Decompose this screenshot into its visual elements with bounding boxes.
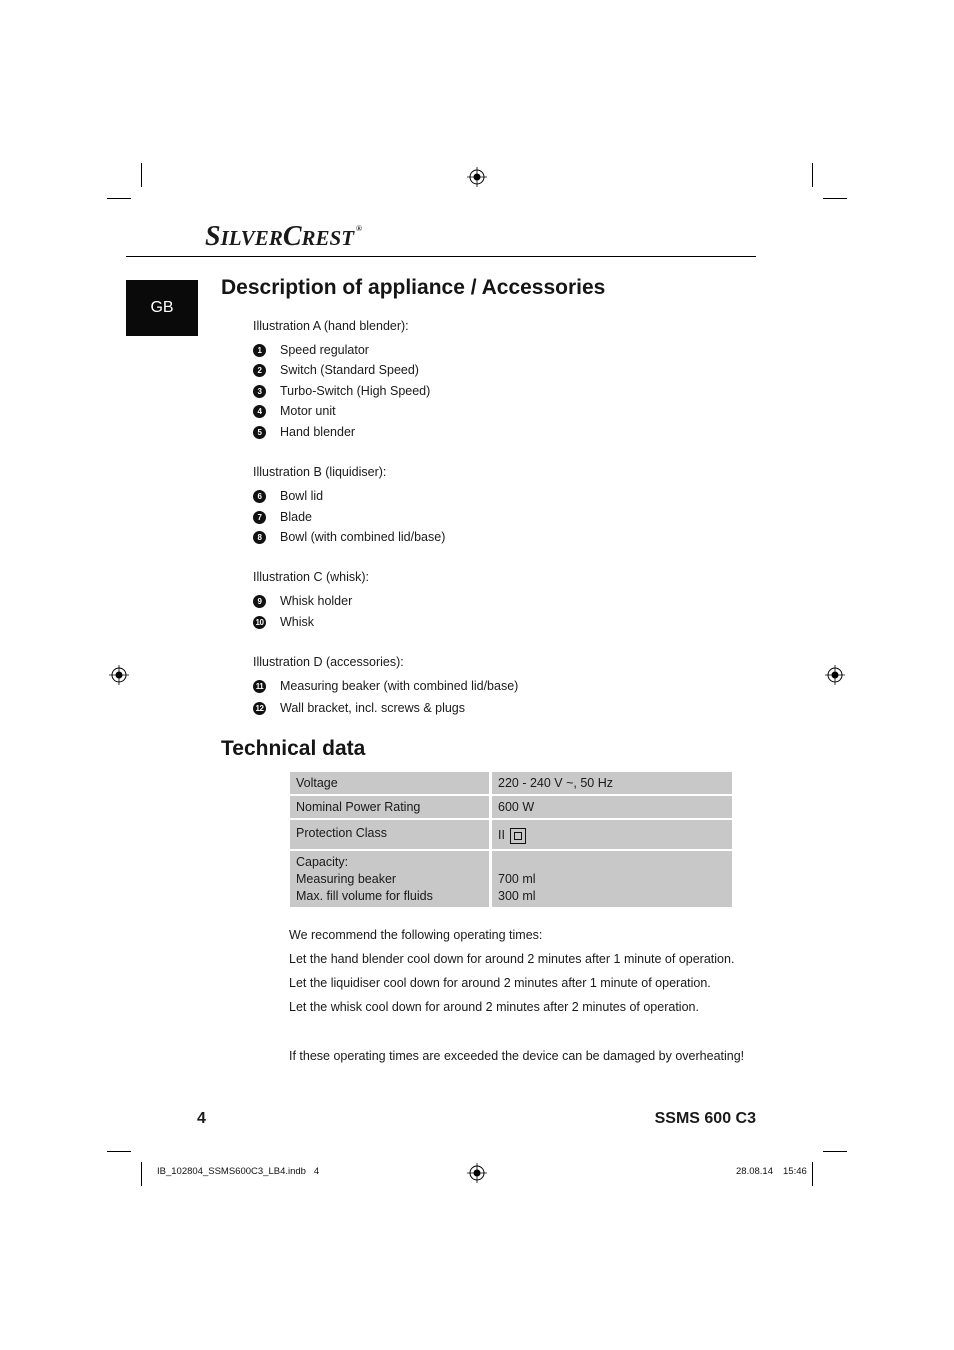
list-item-label: Whisk [280,615,315,629]
page-number: 4 [197,1110,206,1127]
crop-mark-top-right-h [823,198,847,199]
number-badge-icon: 3 [253,385,266,398]
logo-text-rest: REST [301,226,355,250]
number-badge-icon: 12 [253,702,266,715]
number-badge-icon: 2 [253,364,266,377]
brand-logo [205,221,362,253]
logo-text-ilver: ILVER [220,226,283,250]
list-item-label: Whisk holder [280,594,353,608]
list-item-label: Motor unit [280,404,336,418]
crop-mark-top-right-v [812,163,813,187]
slug-date: 28.08.14 [736,1166,773,1177]
number-badge-icon: 4 [253,405,266,418]
table-cell [290,851,489,907]
cell-text: Capacity: [296,855,349,869]
table-cell [492,820,732,849]
list-item-label: Blade [280,510,312,524]
logo-letter-s: S [205,221,221,252]
crop-mark-bottom-left-v [141,1162,142,1186]
list-item-label: Bowl (with combined lid/base) [280,530,446,544]
cell-text: Measuring beaker [296,872,397,886]
cell-text: Protection Class [296,826,388,840]
model-number: SSMS 600 C3 [654,1110,756,1127]
registration-mark-bottom-icon [467,1163,487,1183]
number-badge-icon: 7 [253,511,266,524]
logo-letter-c: C [282,221,302,252]
cell-text: 300 ml [498,889,536,903]
overheating-warning: If these operating times are exceeded the device can be damaged by overheating! [289,1049,745,1063]
number-badge-icon: 1 [253,344,266,357]
operating-times-intro: We recommend the following operating times: [289,928,543,942]
section-title-technical: Technical data [221,737,366,760]
table-cell [492,772,732,794]
slug-file-name: IB_102804_SSMS600C3_LB4.indb 4 [157,1166,320,1177]
language-tab [126,280,198,336]
operating-time-hand-blender: Let the hand blender cool down for around 2 minutes after 1 minute of operation. [289,952,735,966]
caption-illustration-c: Illustration C (whisk): [253,570,369,584]
crop-mark-top-left-h [107,198,131,199]
table-cell [290,820,489,849]
list-item-label: Speed regulator [280,343,369,357]
cell-text: 600 W [498,800,535,814]
list-item-label: Bowl lid [280,489,324,503]
list-item [253,700,466,716]
number-badge-icon: 6 [253,490,266,503]
list-item-label: Wall bracket, incl. screws & plugs [280,701,466,715]
list-item [253,383,431,399]
cell-text [498,854,726,871]
list-item-label: Switch (Standard Speed) [280,363,419,377]
registered-mark: ® [356,224,363,233]
cell-text: Nominal Power Rating [296,800,421,814]
list-item-label: Hand blender [280,425,356,439]
list-item [253,488,324,504]
list-item [253,593,353,609]
list-item-label: Turbo-Switch (High Speed) [280,384,431,398]
slug-time: 15:46 [783,1166,807,1177]
list-item [253,614,315,630]
list-item [253,362,419,378]
registration-mark-left-icon [109,665,129,685]
cell-text: 220 - 240 V ~, 50 Hz [498,776,614,790]
protection-class-ii-icon [510,828,526,844]
caption-illustration-a: Illustration A (hand blender): [253,319,409,333]
caption-illustration-b: Illustration B (liquidiser): [253,465,387,479]
cell-text: II [498,828,505,842]
number-badge-icon: 11 [253,680,266,693]
caption-illustration-d: Illustration D (accessories): [253,655,404,669]
list-item [253,678,519,694]
operating-time-whisk: Let the whisk cool down for around 2 minutes after 2 minutes of operation. [289,1000,699,1014]
cell-text: Max. fill volume for fluids [296,889,433,903]
registration-mark-top-icon [467,167,487,187]
table-cell [290,796,489,818]
crop-mark-bottom-right-h [823,1151,847,1152]
number-badge-icon: 5 [253,426,266,439]
operating-time-liquidiser: Let the liquidiser cool down for around 2 minutes after 1 minute of operation. [289,976,711,990]
cell-text: Voltage [296,776,338,790]
list-item [253,403,336,419]
list-item [253,529,446,545]
list-item-label: Measuring beaker (with combined lid/base) [280,679,519,693]
language-tab-label: GB [150,299,174,316]
list-item [253,342,369,358]
section-title-description: Description of appliance / Accessories [221,276,606,299]
list-item [253,509,312,525]
crop-mark-top-left-v [141,163,142,187]
crop-mark-bottom-left-h [107,1151,131,1152]
table-cell [492,851,732,907]
table-cell [492,796,732,818]
registration-mark-right-icon [825,665,845,685]
number-badge-icon: 10 [253,616,266,629]
list-item [253,424,356,440]
table-cell [290,772,489,794]
number-badge-icon: 8 [253,531,266,544]
header-rule [126,256,756,257]
cell-text: 700 ml [498,872,536,886]
number-badge-icon: 9 [253,595,266,608]
crop-mark-bottom-right-v [812,1162,813,1186]
